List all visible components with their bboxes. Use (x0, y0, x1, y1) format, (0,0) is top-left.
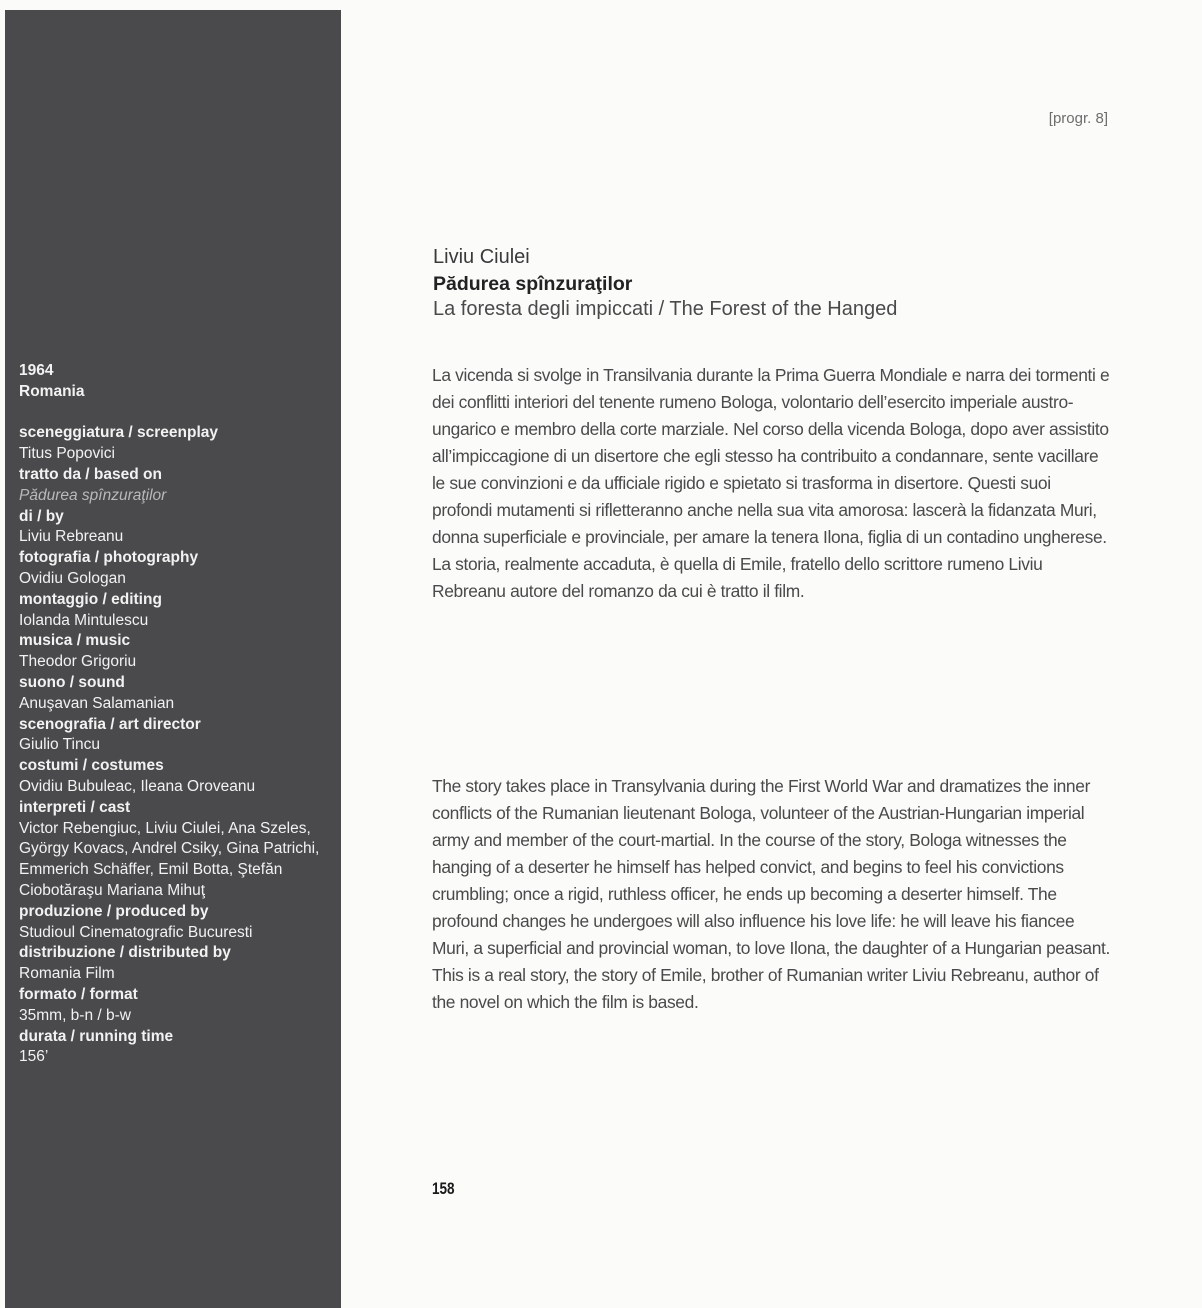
credit-value: 156’ (19, 1048, 49, 1066)
credit-label: scenografia / art director (19, 715, 201, 733)
country: Romania (19, 382, 85, 400)
year: 1964 (19, 362, 54, 379)
credit-label: sceneggiatura / screenplay (19, 424, 219, 442)
credit-value: Theodor Grigoriu (19, 653, 137, 671)
credit-entries (19, 423, 334, 1068)
credit-value: Giulio Tincu (19, 736, 100, 754)
synopsis-paragraph: La storia, realmente accaduta, è quella di Emile, fratello dello scrittore rumeno Liviu Rebreanu autore del romanzo da cui è tratto il film. (432, 554, 1043, 601)
credits-list (19, 361, 334, 1068)
page-number: 158 (432, 1180, 455, 1198)
credit-value: Pădurea spînzuraţilor (19, 486, 167, 504)
synopsis-paragraph: La vicenda si svolge in Transilvania durante la Prima Guerra Mondiale e narra dei tormenti e dei conflitti interiori del tenente rumeno Bologa, volontario dell’esercito imperiale austro-ungarico e membro della corte marziale. Nel corso della vicenda Bologa, dopo aver assistito all’impiccagione di un disertore che egli stesso ha contribuito a condannare, sente vacillare le sue convinzioni e da ufficiale rigido e spietato si trasforma in disertore. Questi suoi profondi mutamenti si rifletteranno anche nella sua vita amorosa: lascerà la fidanzata Muri, donna superficiale e provinciale, per amare la tenera Ilona, figlia di un contadino ungherese. (432, 365, 1110, 547)
program-reference: [progr. 8] (1048, 110, 1108, 127)
credit-value: Titus Popovici (19, 445, 115, 463)
credit-label: interpreti / cast (19, 798, 131, 816)
translated-titles: La foresta degli impiccati / The Forest of the Hanged (433, 298, 898, 320)
director-name: Liviu Ciulei (433, 246, 530, 268)
credit-label: tratto da / based on (19, 465, 162, 483)
credit-value: Ovidiu Bubuleac, Ileana Oroveanu (19, 777, 256, 795)
original-title: Pădurea spînzuraţilor (433, 273, 633, 295)
credit-label: di / by (19, 507, 64, 525)
synopsis-english (432, 773, 1112, 1016)
credit-value: Victor Rebengiuc, Liviu Ciulei, Ana Szeles, György Kovacs, Andrel Csiky, Gina Patrichi, Emmerich Schäffer, Emil Botta, Ştefăn Ciobotăraşu Mariana Mihuţ (19, 819, 320, 899)
credit-label: durata / running time (19, 1027, 174, 1045)
credit-value: Ovidiu Gologan (19, 569, 126, 587)
credit-label: formato / format (19, 985, 138, 1003)
synopsis-italian (432, 362, 1112, 605)
credit-value: Romania Film (19, 965, 115, 983)
credit-value: 35mm, b-n / b-w (19, 1006, 131, 1024)
credit-label: musica / music (19, 632, 131, 650)
synopsis-paragraph: The story takes place in Transylvania during the First World War and dramatizes the inner conflicts of the Rumanian lieutenant Bologa, volunteer of the Austrian-Hungarian imperial army and member of the court-martial. In the course of the story, Bologa witnesses the hanging of a deserter he himself has helped convict, and begins to feel his convictions crumbling; once a rigid, ruthless officer, he ends up becoming a deserter himself. The profound changes he undergoes will also influence his love life: he will leave his fiancee Muri, a superficial and provincial woman, to love Ilona, the daughter of a Hungarian peasant. This is a real story, the story of Emile, brother of Rumanian writer Liviu Rebreanu, author of the novel on which the film is based. (432, 776, 1110, 1012)
credit-label: produzione / produced by (19, 902, 209, 920)
credit-value: Liviu Rebreanu (19, 528, 124, 546)
credit-value: Iolanda Mintulescu (19, 611, 149, 629)
spacer (19, 403, 334, 424)
credit-label: suono / sound (19, 673, 125, 691)
credit-label: distribuzione / distributed by (19, 944, 231, 962)
credit-value: Studioul Cinematografic Bucuresti (19, 923, 253, 941)
credit-label: costumi / costumes (19, 757, 164, 775)
credit-label: montaggio / editing (19, 590, 162, 608)
credit-value: Anuşavan Salamanian (19, 694, 175, 712)
credit-label: fotografia / photography (19, 549, 199, 567)
